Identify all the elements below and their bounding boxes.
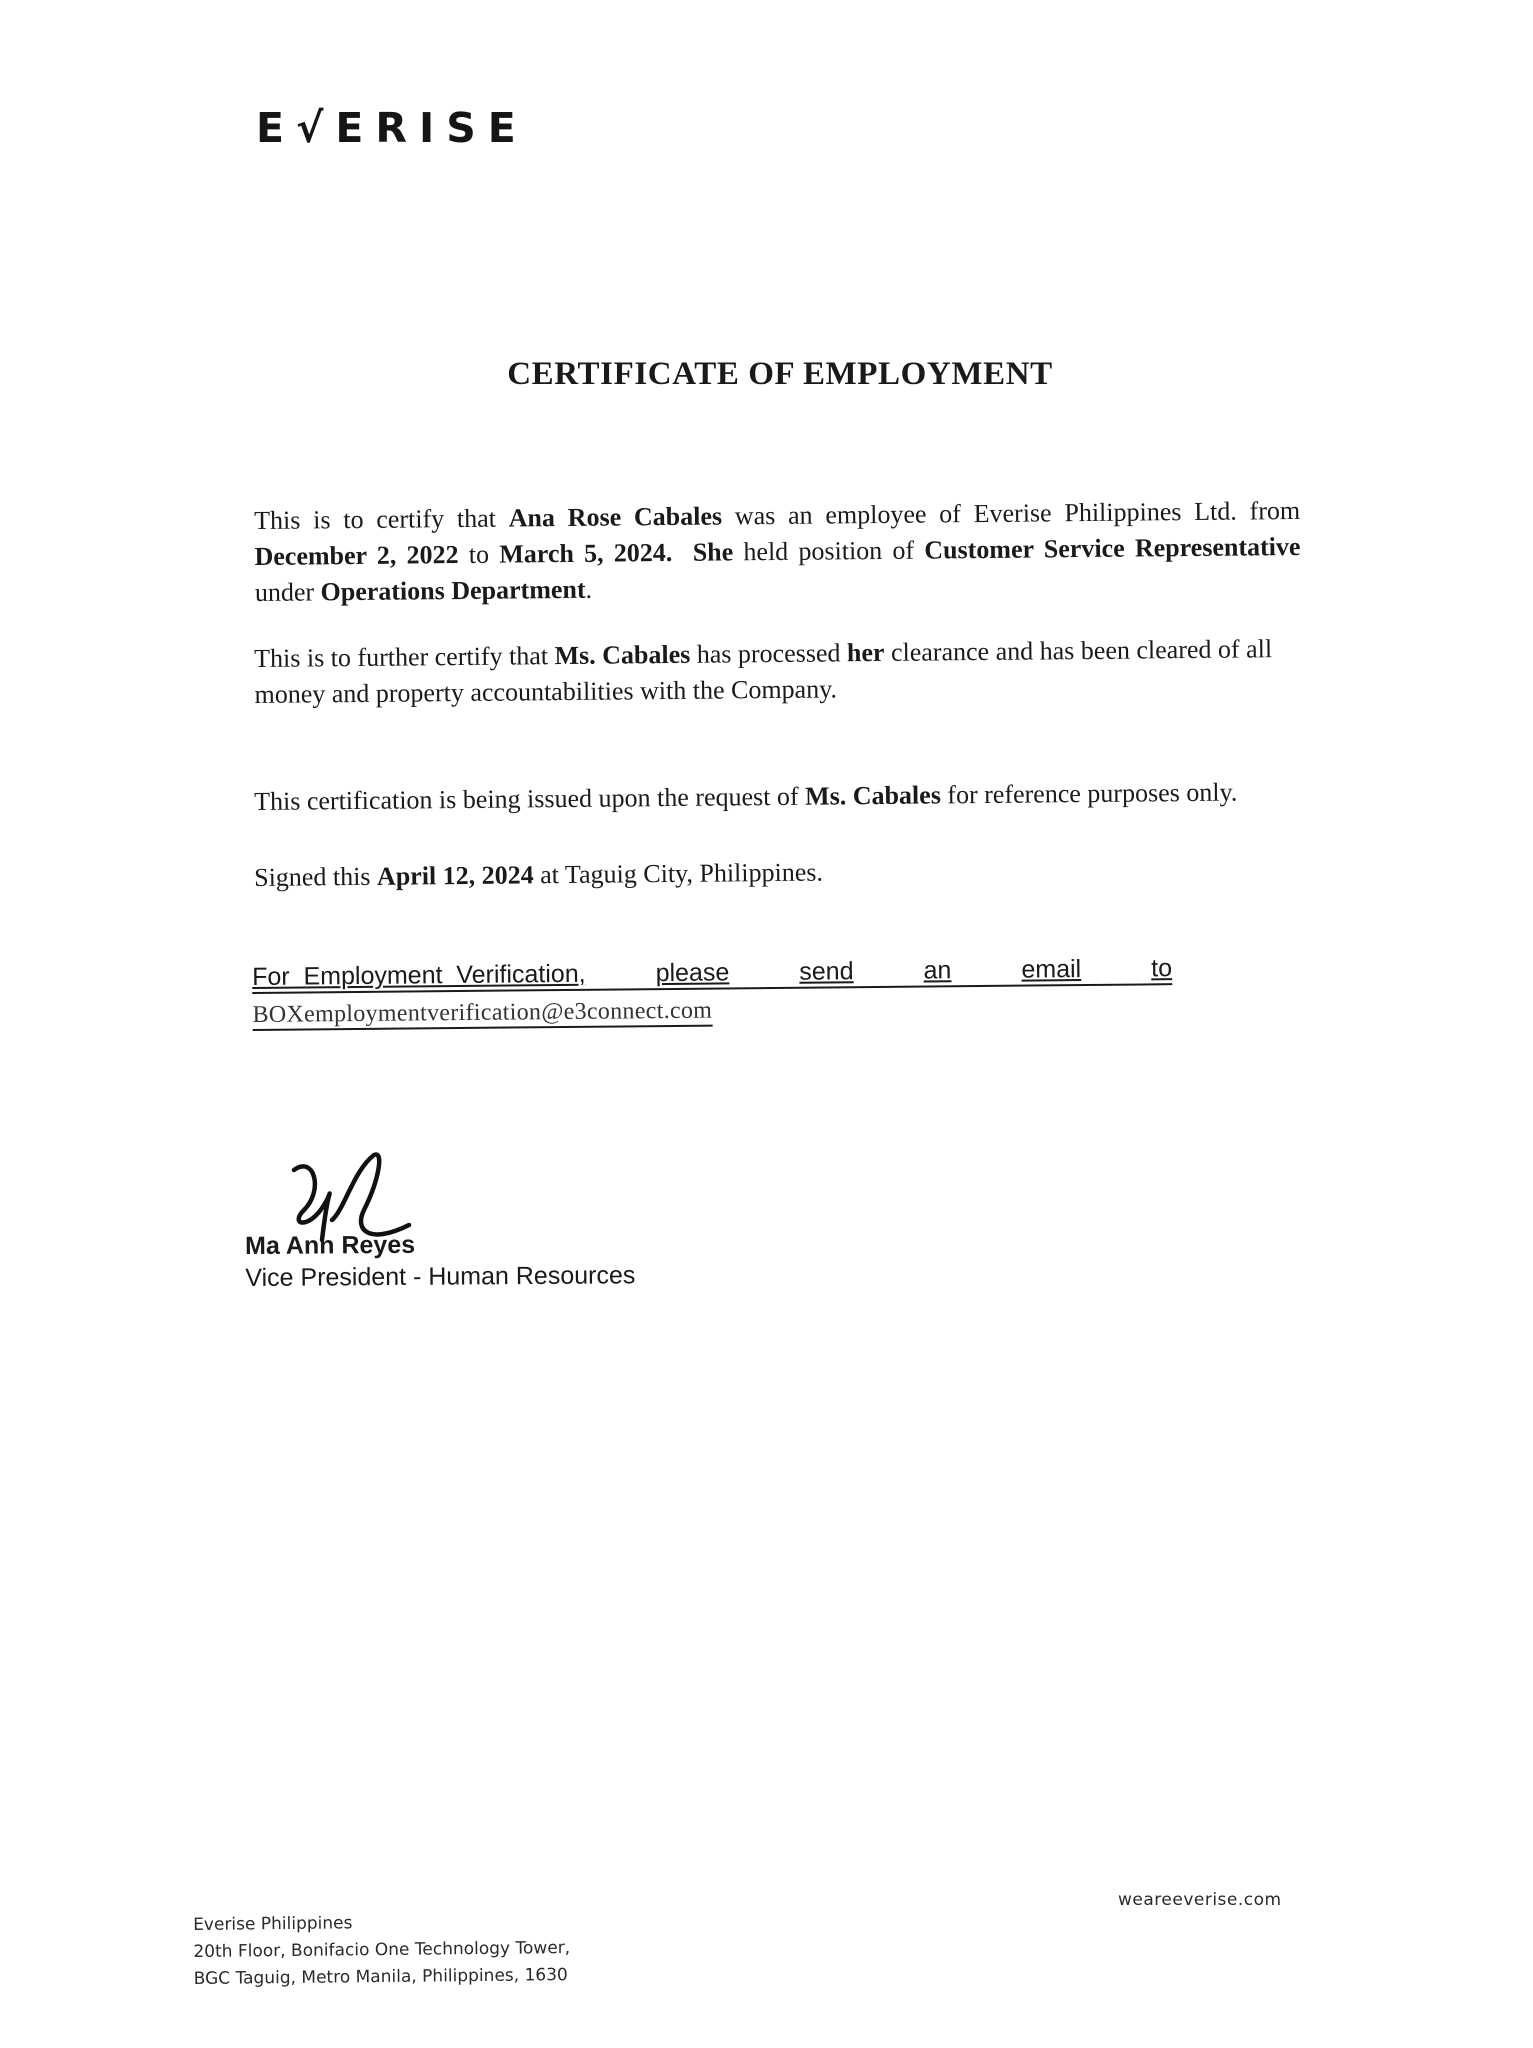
verification-word: send [799, 957, 854, 986]
signatory-name: Ma Ann Reyes [245, 1230, 416, 1260]
p1-text-4 [672, 538, 693, 567]
signatory-title: Vice President - Human Resources [245, 1261, 636, 1292]
p2-text-3: clearance and has been cleared of all money and property accountabilities with the Company. [254, 634, 1273, 709]
p1-she: She [692, 537, 734, 567]
p2-text-1: This is to further certify that [254, 641, 555, 673]
verification-word: an [923, 956, 952, 985]
p1-text-7: . [585, 574, 593, 604]
document-title: CERTIFICATE OF EMPLOYMENT [507, 356, 1053, 392]
p3-text-1: This certification is being issued upon the request of [254, 781, 806, 816]
p3-text-2: for reference purposes only. [940, 777, 1238, 810]
p1-text-3: to [458, 539, 500, 570]
footer-address [193, 1908, 571, 1993]
p2-salutation: Ms. Cabales [554, 639, 691, 671]
footer-address-line: BGC Taguig, Metro Manila, Philippines, 1630 [193, 1965, 568, 1989]
employee-position: Customer Service Representative [924, 531, 1301, 565]
verification-email-link[interactable]: BOXemploymentverification@e3connect.com [252, 998, 712, 1031]
footer-address-line: 20th Floor, Bonifacio One Technology Tower, [193, 1938, 571, 1962]
verification-word: to [1151, 954, 1173, 983]
p4-text-1: Signed this [254, 861, 378, 892]
end-date: March 5, 2024. [499, 537, 673, 569]
paragraph-signed-date [254, 850, 1300, 896]
paragraph-employment-details [254, 493, 1301, 611]
footer-website[interactable]: weareeverise.com [1118, 1890, 1282, 1910]
p1-text-1: This is to certify that [254, 503, 509, 535]
footer-address-line: Everise Philippines [193, 1913, 353, 1935]
p1-text-6: under [254, 577, 321, 607]
paragraph-clearance [254, 631, 1301, 713]
verification-word: email [1021, 955, 1082, 984]
verification-word: please [655, 958, 730, 988]
verification-word: For Employment Verification, [252, 959, 586, 991]
signed-date: April 12, 2024 [376, 860, 534, 891]
employee-department: Operations Department [320, 574, 586, 607]
start-date: December 2, 2022 [254, 540, 459, 571]
verification-note [252, 953, 1173, 1031]
paragraph-purpose [254, 774, 1300, 820]
logo-check-mark: √ [296, 104, 336, 152]
employee-name: Ana Rose Cabales [508, 501, 723, 533]
verification-line [252, 953, 1172, 994]
p2-her: her [846, 637, 885, 668]
p4-text-2: at Taguig City, Philippines. [533, 857, 824, 890]
p3-salutation: Ms. Cabales [804, 780, 941, 811]
p1-text-5: held position of [733, 535, 925, 567]
p1-text-2: was an employee of Everise Philippines Ltd. from [721, 495, 1301, 531]
p2-text-2: has processed [690, 638, 848, 669]
company-logo: E√ERISE [256, 104, 528, 152]
signatory-block [245, 1227, 635, 1294]
